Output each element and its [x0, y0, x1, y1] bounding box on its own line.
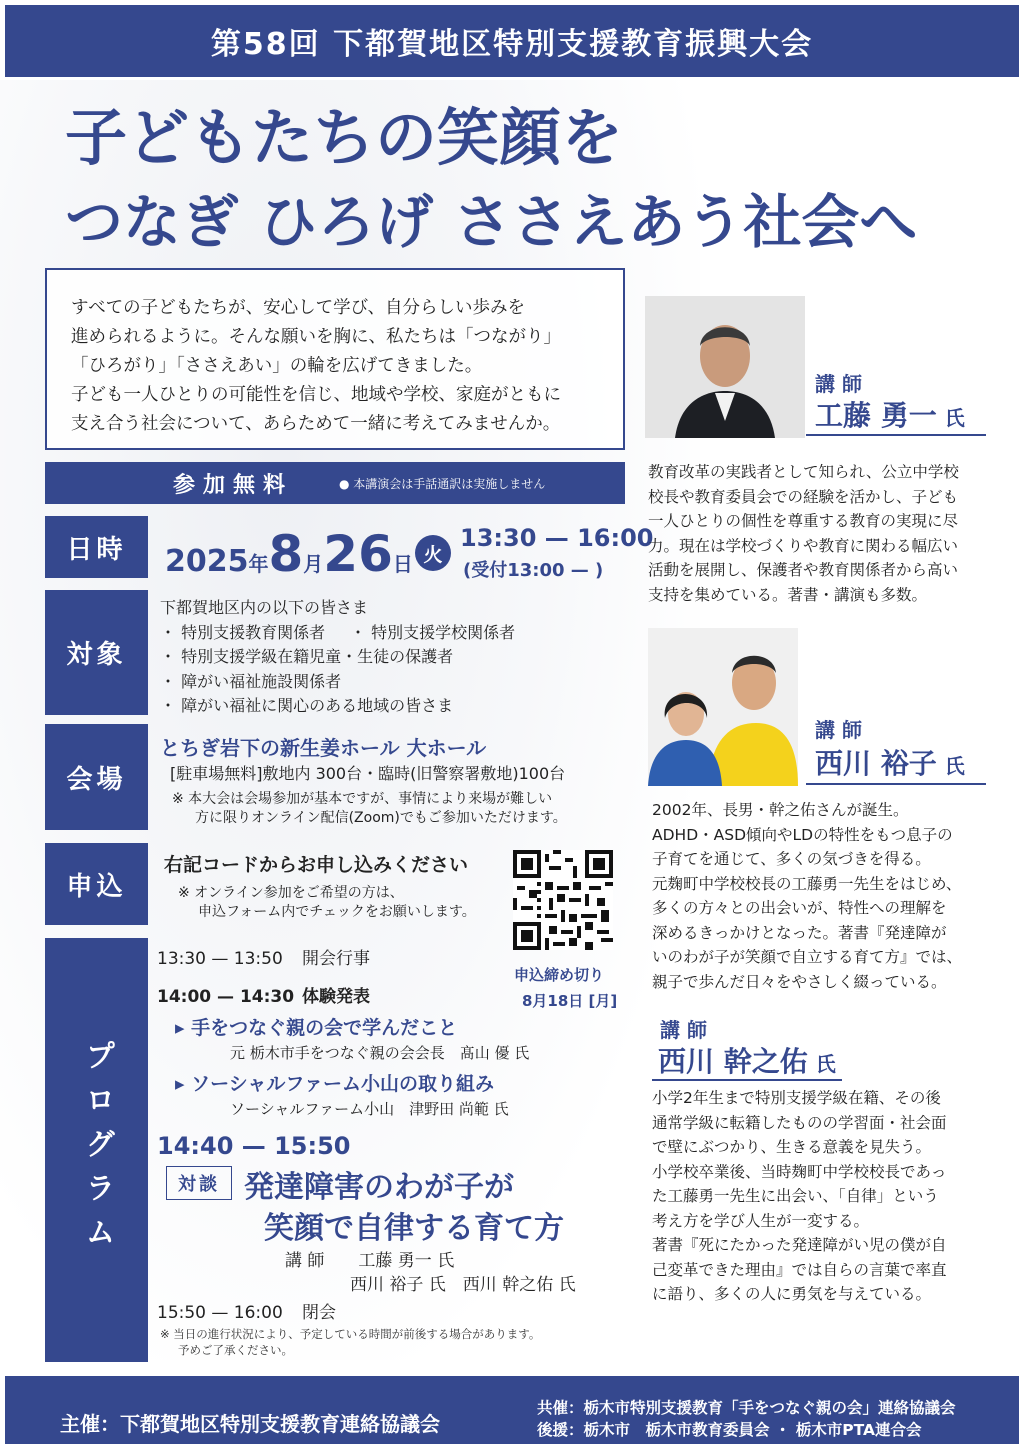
- bio-line: いのわが子が笑顔で自立する育て方』では、: [652, 948, 963, 966]
- bio-line: 己変革できた理由』では自らの言葉で率直: [652, 1260, 947, 1279]
- bio-line: ADHD・ASD傾向やLDの特性をもつ息子の: [652, 825, 953, 844]
- event-banner: 第58回 下都賀地区特別支援教育振興大会: [5, 5, 1019, 77]
- dialogue-title-cont: 笑顔で自律する育て方: [264, 1211, 564, 1246]
- apply-instruction: 右記コードからお申し込みください: [164, 854, 469, 876]
- talk1-title: ▸ 手をつなぐ親の会で学んだこと: [175, 1017, 458, 1039]
- event-date: [165, 525, 413, 583]
- target-row: [160, 621, 515, 646]
- date-day: 26: [323, 525, 393, 583]
- target-item: ・ 特別支援学校関係者: [350, 622, 516, 642]
- program-time: 15:50 — 16:00: [157, 1303, 283, 1323]
- speaker-name-text: 西川 裕子: [815, 747, 937, 780]
- bio-line: 著書『死にたかった発達障がい児の僕が自: [652, 1236, 947, 1254]
- bio-line: 多くの方々との出会いが、特性への理解を: [652, 899, 947, 917]
- target-intro: 下都賀地区内の以下の皆さま: [160, 598, 369, 617]
- speaker-photo-kudo: [645, 296, 805, 438]
- date-day-unit: 日: [392, 552, 413, 576]
- speaker-suffix: 氏: [815, 1052, 836, 1076]
- intro-line: 「ひろがり」「ささえあい」の輪を広げてきました。: [71, 356, 483, 376]
- apply-label: 申込: [45, 843, 148, 925]
- speaker-photo-nishikawa: [648, 628, 798, 786]
- headline: [65, 92, 1005, 268]
- divider: [806, 434, 986, 436]
- divider: [652, 1079, 842, 1081]
- speaker-role: 講 師: [815, 372, 862, 396]
- bio-line: 子育てを通じて、多くの気づきを得る。: [652, 850, 931, 868]
- headline-line2: つなぎ ひろげ ささえあう社会へ: [65, 188, 918, 256]
- deadline-date: 8月18日 [月]: [522, 992, 618, 1010]
- bio-line: 元麹町中学校校長の工藤勇一先生をはじめ、: [652, 874, 962, 893]
- cohost: 共催：栃木市特別支援教育「手をつなぐ親の会」連絡協議会: [537, 1399, 956, 1417]
- reception-time: (受付13:00 — ): [463, 560, 604, 581]
- speaker-name: [815, 394, 965, 434]
- dialogue-title: 発達障害のわが子が: [244, 1170, 514, 1205]
- speaker-bio: [652, 798, 992, 994]
- target-item: ・ 障がい福祉施設関係者: [160, 671, 342, 691]
- support: 後援：栃木市 栃木市教育委員会 ・ 栃木市PTA連合会: [537, 1421, 922, 1439]
- bio-line: 活動を展開し、保護者や教育関係者から高い: [648, 561, 959, 579]
- program-item: 閉会: [302, 1303, 336, 1323]
- date-label: 日時: [45, 516, 148, 578]
- bio-line: 通常学級に転籍したものの学習面・社会面: [652, 1113, 947, 1132]
- speaker-bio: [652, 1086, 992, 1307]
- program-opening: [157, 944, 370, 969]
- program-label: プログラム: [45, 938, 148, 1362]
- bio-line: 校長や教育委員会での経験を活かし、子ども: [648, 487, 959, 506]
- bio-line: 小学2年生まで特別支援学級在籍、その後: [652, 1089, 941, 1107]
- bio-line: 考え方を学び人生が一変する。: [652, 1211, 870, 1230]
- bio-line: 深めるきっかけとなった。著書『発達障が: [652, 923, 947, 942]
- speaker-name-text: 工藤 勇一: [815, 399, 937, 432]
- bio-line: た工藤勇一先生に出会い、「自律」という: [652, 1187, 939, 1205]
- bio-line: 2002年、長男・幹之佑さんが誕生。: [652, 801, 909, 819]
- speaker-bio: [648, 460, 988, 607]
- organizer: 主催：下都賀地区特別支援教育連絡協議会: [60, 1412, 440, 1436]
- target-item: ・ 特別支援教育関係者: [160, 622, 326, 642]
- program-presentation: [157, 982, 370, 1007]
- program-time: 13:30 — 13:50: [157, 949, 283, 969]
- venue-label: 会場: [45, 724, 148, 830]
- program-time: 14:00 — 14:30: [157, 987, 295, 1007]
- bio-line: 小学校卒業後、当時麹町中学校校長であっ: [652, 1162, 947, 1181]
- talk2-speaker: ソーシャルファーム小山 津野田 尚範 氏: [230, 1100, 509, 1118]
- bio-line: に語り、多くの人に勇気を与えている。: [652, 1285, 932, 1303]
- intro-line: すべての子どもたちが、安心して学び、自分らしい歩みを: [71, 298, 525, 318]
- talk2-title: ▸ ソーシャルファーム小山の取り組み: [175, 1073, 495, 1095]
- date-month: 8: [268, 525, 304, 583]
- apply-note-cont: 申込フォーム内でチェックをお願いします。: [198, 904, 476, 920]
- parking-info: [駐車場無料]敷地内 300台・臨時(旧警察署敷地)100台: [170, 764, 566, 783]
- free-admission-bar: [45, 462, 625, 504]
- dialogue-time: 14:40 — 15:50: [157, 1132, 351, 1160]
- bio-line: 教育改革の実践者として知られ、公立中学校: [648, 463, 959, 481]
- intro-line: 子ども一人ひとりの可能性を信じ、地域や学校、家庭がともに: [71, 385, 561, 405]
- speaker-name-text: 西川 幹之佑: [658, 1045, 808, 1078]
- target-list: [160, 596, 515, 719]
- interpreter-note: ● 本講演会は手話通訳は実施しません: [339, 476, 546, 491]
- divider: [806, 783, 986, 785]
- event-time: 13:30 — 16:00: [460, 524, 654, 552]
- target-item: ・ 特別支援学級在籍児童・生徒の保護者: [160, 647, 454, 666]
- date-month-unit: 月: [303, 552, 324, 576]
- intro-line: 進められるように。そんな願いを胸に、私たちは「つながり」: [71, 327, 561, 347]
- deadline-label: 申込締め切り: [514, 966, 605, 984]
- dialogue-tag: 対談: [166, 1166, 232, 1200]
- apply-note: ※ オンライン参加をご希望の方は、: [178, 885, 404, 901]
- headline-line1: 子どもたちの笑顔を: [65, 101, 624, 174]
- speaker-role: 講 師: [815, 718, 862, 742]
- talk1-speaker: 元 栃木市手をつなぐ親の会会長 髙山 優 氏: [230, 1044, 530, 1062]
- speaker-role: 講 師: [660, 1018, 707, 1042]
- venue-note: ※ 本大会は会場参加が基本ですが、事情により来場が難しい: [172, 791, 553, 807]
- date-year: 2025: [165, 544, 249, 579]
- program-closing: [157, 1298, 336, 1323]
- venue-note-cont: 方に限りオンライン配信(Zoom)でもご参加いただけます。: [195, 810, 567, 826]
- speaker-name: [658, 1040, 836, 1080]
- venue-name: とちぎ岩下の新生姜ホール 大ホール: [160, 736, 487, 760]
- program-footnote-cont: 予めご了承ください。: [178, 1343, 293, 1357]
- speaker-suffix: 氏: [944, 754, 965, 778]
- program-item: 開会行事: [302, 949, 370, 969]
- speaker-suffix: 氏: [944, 406, 965, 430]
- bio-line: 親子で歩んだ日々をやさしく綴っている。: [652, 972, 947, 991]
- date-year-unit: 年: [248, 552, 269, 576]
- dialogue-speakers: 講 師 工藤 勇一 氏: [285, 1251, 455, 1271]
- program-footnote: ※ 当日の進行状況により、予定している時間が前後する場合があります。: [160, 1327, 541, 1341]
- free-label: 参加無料: [173, 472, 294, 498]
- speaker-name: [815, 742, 965, 782]
- target-item: ・ 障がい福祉に関心のある地域の皆さま: [160, 696, 454, 715]
- weekday-badge: 火: [415, 535, 451, 571]
- intro-line: 支え合う社会について、あらためて一緒に考えてみませんか。: [71, 414, 561, 434]
- bio-line: で壁にぶつかり、生きる意義を見失う。: [652, 1138, 932, 1156]
- bio-line: 支持を集めている。著書・講演も多数。: [648, 585, 928, 604]
- program-item: 体験発表: [302, 987, 370, 1007]
- bio-line: 一人ひとりの個性を尊重する教育の実現に尽: [648, 512, 959, 530]
- target-label: 対象: [45, 590, 148, 715]
- intro-box: [45, 268, 625, 450]
- dialogue-speakers-cont: 西川 裕子 氏 西川 幹之佑 氏: [350, 1275, 576, 1295]
- bio-line: 力。現在は学校づくりや教育に関わる幅広い: [648, 536, 959, 555]
- qr-code-icon[interactable]: [513, 850, 613, 950]
